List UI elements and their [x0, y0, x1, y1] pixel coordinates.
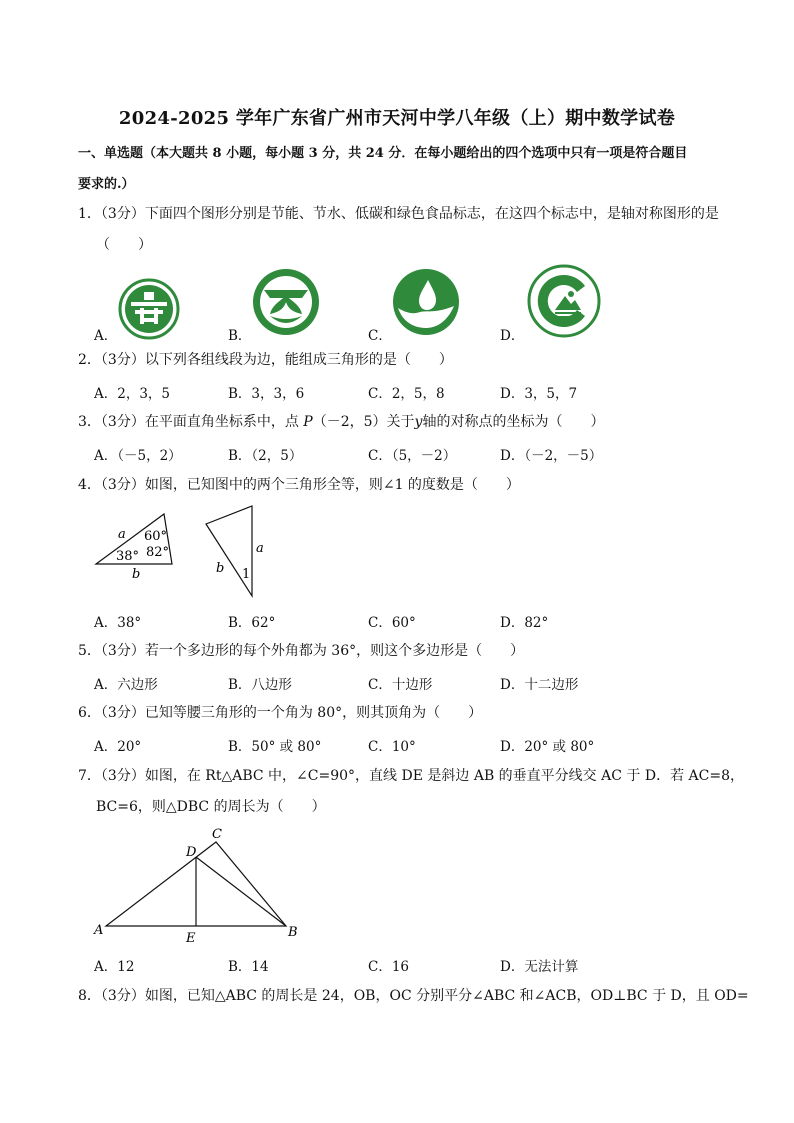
water-saving-logo-icon	[252, 268, 320, 336]
label-A: A	[94, 923, 104, 938]
question-text: 已知等腰三角形的一个角为 80°，则其顶角为（ ）	[144, 705, 483, 721]
section-header-line2: 要求的.）	[78, 177, 135, 192]
question-text: 以下列各组线段为边，能组成三角形的是（ ）	[144, 352, 453, 368]
q4-option-d: D．82°	[500, 615, 549, 631]
q1-option-c: C．	[368, 328, 392, 344]
section-header-line1: 一、单选题（本大题共 8 小题，每小题 3 分，共 24 分．在每小题给出的四个选项中只有一项是符合题目	[78, 146, 688, 161]
label-E: E	[186, 931, 196, 944]
green-food-logo-icon	[527, 264, 601, 338]
q1-option-b: B．	[228, 328, 252, 344]
question-number: 5．	[78, 643, 101, 659]
q6-option-c: C．10°	[368, 739, 416, 755]
question-score: （3分）	[100, 768, 145, 784]
label-C: C	[212, 827, 222, 842]
question-score: （3分）	[100, 206, 145, 222]
label-b2: b	[216, 561, 225, 576]
question-number: 7．	[78, 768, 101, 784]
q6-option-a: A．20°	[94, 739, 142, 755]
question-text: 若一个多边形的每个外角都为 36°，则这个多边形是（ ）	[144, 643, 525, 659]
label-a2: a	[256, 541, 264, 556]
q7-option-c: C．16	[368, 959, 410, 975]
q2-option-c: C．2，5，8	[368, 386, 445, 402]
q5-option-b: B．八边形	[228, 677, 292, 693]
question-7-line2: BC=6，则△DBC 的周长为（ ）	[96, 799, 326, 815]
label-1: 1	[242, 567, 251, 582]
q4-triangles-figure	[90, 500, 270, 605]
question-4	[78, 475, 728, 495]
q2-option-b: B．3，3，6	[228, 386, 305, 402]
question-text: 如图，已知图中的两个三角形全等，则∠1 的度数是（ ）	[144, 477, 520, 493]
question-score: （3分）	[100, 705, 145, 721]
question-score: （3分）	[100, 988, 145, 1004]
question-6	[78, 703, 728, 723]
question-number: 8．	[78, 988, 101, 1004]
label-38: 38°	[116, 549, 140, 564]
label-60: 60°	[144, 529, 168, 544]
question-8	[78, 986, 749, 1006]
q7-option-a: A．12	[94, 959, 135, 975]
q6-option-b: B．50° 或 80°	[228, 739, 322, 755]
label-D: D	[186, 845, 197, 860]
q3-option-c: C．（5，－2）	[368, 448, 457, 464]
question-number: 4．	[78, 477, 101, 493]
page-title: 2024-2025 学年广东省广州市天河中学八年级（上）期中数学试卷	[118, 108, 676, 129]
question-number: 6．	[78, 705, 101, 721]
question-score: （3分）	[100, 414, 145, 430]
question-score: （3分）	[100, 477, 145, 493]
question-1	[78, 204, 728, 224]
question-number: 3．	[78, 414, 101, 430]
q7-option-d: D．无法计算	[500, 959, 579, 975]
q4-option-b: B．62°	[228, 615, 276, 631]
q3-option-a: A．（－5，2）	[94, 448, 182, 464]
q4-option-a: A．38°	[94, 615, 142, 631]
triangle-right	[206, 506, 252, 596]
question-text: 如图，在 Rt△ABC 中，∠C=90°，直线 DE 是斜边 AB 的垂直平分线交 AC 于 D．若 AC=8，	[144, 768, 744, 784]
low-carbon-logo-icon	[392, 268, 460, 336]
q1-option-d: D．	[500, 328, 525, 344]
q2-option-d: D．3，5，7	[500, 386, 578, 402]
q3-option-b: B．（2，5）	[228, 448, 303, 464]
q6-option-d: D．20° 或 80°	[500, 739, 595, 755]
q1-option-a: A．	[94, 328, 118, 344]
label-a: a	[118, 527, 126, 542]
question-text: 如图，已知△ABC 的周长是 24，OB，OC 分别平分∠ABC 和∠ACB，OD⊥BC 于 D，且 OD=	[144, 988, 749, 1004]
label-b: b	[132, 567, 141, 582]
question-score: （3分）	[100, 643, 145, 659]
question-3: 3．（3分）在平面直角坐标系中，点 P（－2，5）关于y轴的对称点的坐标为（ ）	[78, 414, 605, 430]
q7-option-b: B．14	[228, 959, 269, 975]
q5-option-c: C．十边形	[368, 677, 433, 693]
question-7	[78, 766, 744, 786]
label-B: B	[288, 925, 298, 940]
q2-option-a: A．2，3，5	[94, 386, 171, 402]
question-5	[78, 641, 728, 661]
question-number: 1．	[78, 206, 101, 222]
q5-option-a: A．六边形	[94, 677, 158, 693]
label-82: 82°	[146, 545, 170, 560]
line-db	[196, 857, 286, 926]
q7-triangle-figure	[90, 822, 305, 944]
question-number: 2．	[78, 352, 101, 368]
question-1-bracket: （ ）	[96, 237, 152, 253]
q5-option-d: D．十二边形	[500, 677, 579, 693]
q3-option-d: D．（－2，－5）	[500, 448, 603, 464]
question-score: （3分）	[100, 352, 145, 368]
question-2	[78, 350, 728, 370]
energy-saving-logo-icon	[118, 278, 180, 340]
q4-option-c: C．60°	[368, 615, 416, 631]
question-text: 下面四个图形分别是节能、节水、低碳和绿色食品标志，在这四个标志中，是轴对称图形的是	[144, 206, 719, 222]
